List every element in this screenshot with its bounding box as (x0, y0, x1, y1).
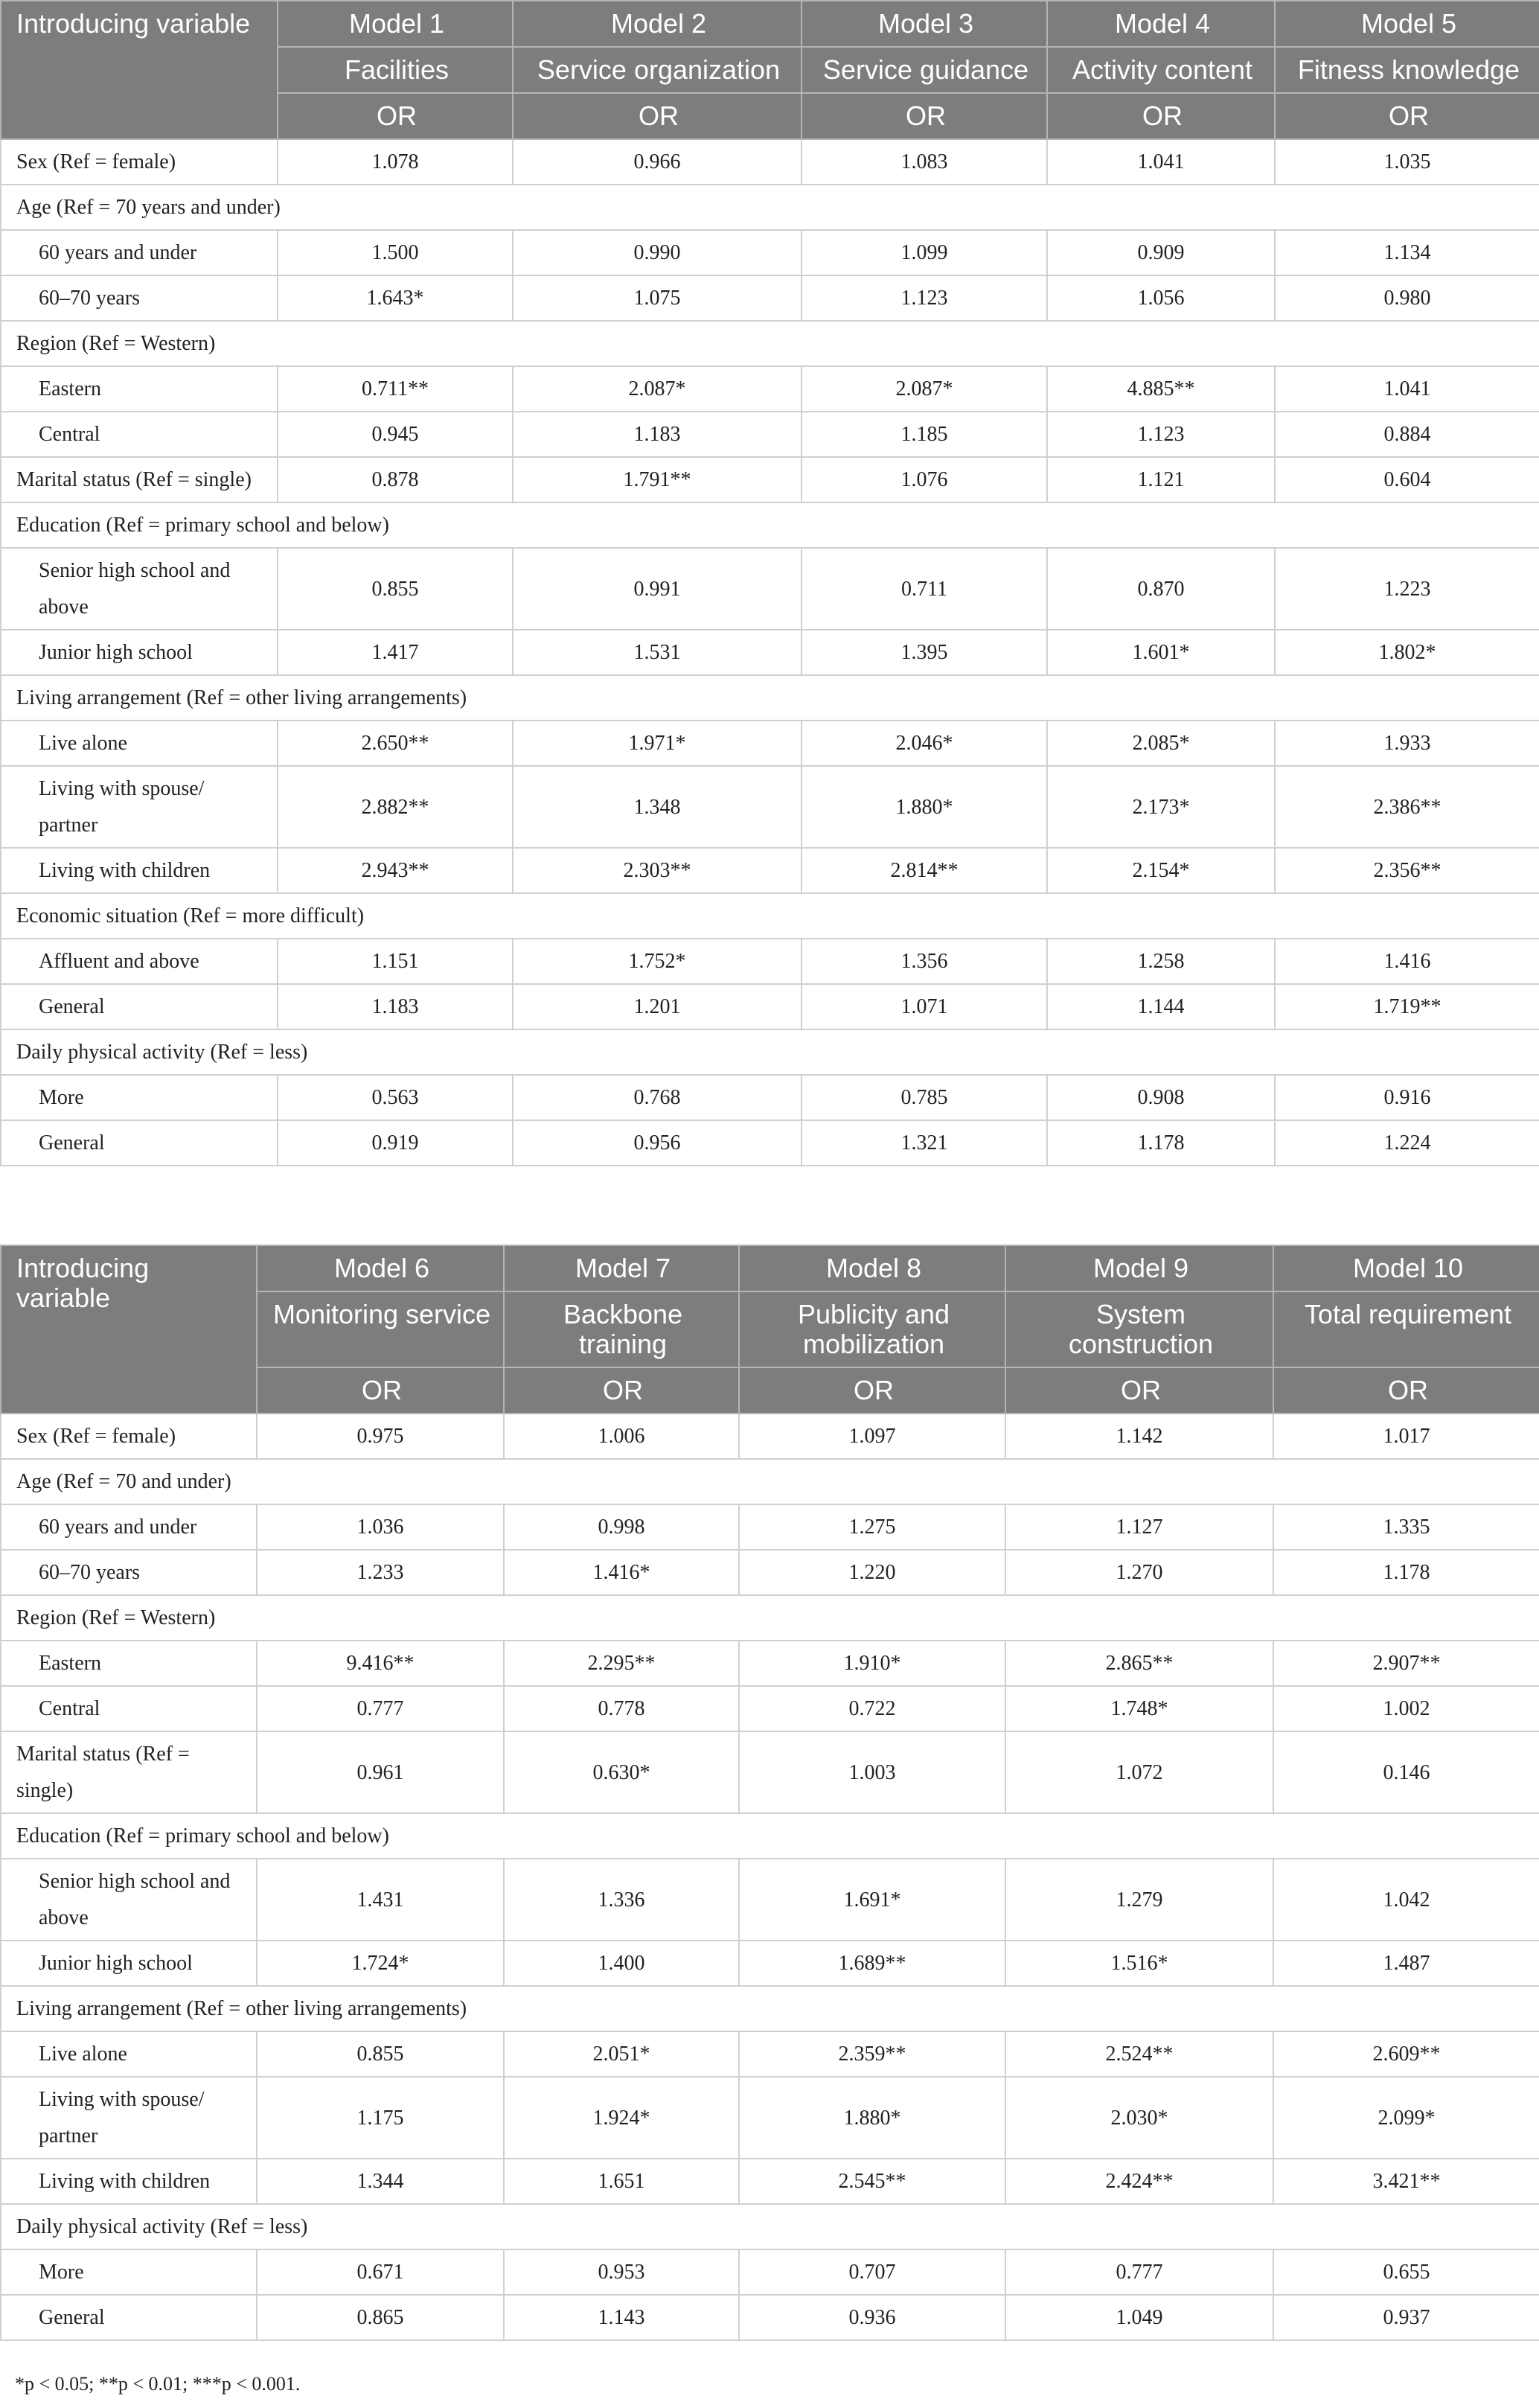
variable-label: More (1, 2249, 257, 2295)
or-value: 1.201 (513, 984, 802, 1029)
group-row (1, 1986, 1539, 2031)
model-7-subject: Backbone training (504, 1291, 739, 1367)
or-header: OR (1275, 93, 1539, 139)
or-header: OR (513, 93, 802, 139)
or-value: 1.348 (513, 766, 802, 848)
or-value: 0.956 (513, 1120, 802, 1166)
or-value: 2.173* (1047, 766, 1275, 848)
model-header-row (1, 1245, 1539, 1291)
variable-label: Senior high school and above (1, 548, 278, 630)
or-value: 1.035 (1275, 139, 1539, 185)
or-value: 1.791** (513, 457, 802, 502)
or-value: 2.295** (504, 1641, 739, 1686)
or-value: 1.416 (1275, 939, 1539, 984)
table-row (1, 1504, 1539, 1550)
or-value: 0.908 (1047, 1075, 1275, 1120)
or-value: 1.924* (504, 2077, 739, 2159)
or-header: OR (504, 1367, 739, 1414)
or-value: 0.884 (1275, 412, 1539, 457)
or-value: 1.175 (257, 2077, 504, 2159)
table-row (1, 939, 1539, 984)
or-value: 1.183 (278, 984, 513, 1029)
or-value: 2.814** (802, 848, 1047, 893)
or-value: 1.500 (278, 230, 513, 275)
or-value: 1.178 (1273, 1550, 1539, 1595)
or-value: 0.707 (739, 2249, 1005, 2295)
or-value: 1.724* (257, 1941, 504, 1986)
introducing-variable-header: Introducing variable (1, 1, 278, 139)
table-row (1, 2077, 1539, 2159)
or-value: 1.651 (504, 2159, 739, 2204)
variable-label: Living with spouse/ partner (1, 766, 278, 848)
or-value: 1.097 (739, 1414, 1005, 1459)
or-value: 2.865** (1005, 1641, 1273, 1686)
or-value: 0.936 (739, 2295, 1005, 2340)
or-value: 2.524** (1005, 2031, 1273, 2077)
table-row (1, 2295, 1539, 2340)
or-value: 9.416** (257, 1641, 504, 1686)
or-value: 1.344 (257, 2159, 504, 2204)
or-value: 0.855 (257, 2031, 504, 2077)
or-value: 1.224 (1275, 1120, 1539, 1166)
group-row (1, 1459, 1539, 1504)
variable-label: Living with spouse/ partner (1, 2077, 257, 2159)
or-value: 0.778 (504, 1686, 739, 1731)
or-value: 1.431 (257, 1859, 504, 1941)
or-value: 1.719** (1275, 984, 1539, 1029)
table-row (1, 139, 1539, 185)
table-row (1, 230, 1539, 275)
variable-label: Junior high school (1, 1941, 257, 1986)
or-value: 1.078 (278, 139, 513, 185)
or-value: 1.643* (278, 275, 513, 321)
or-value: 2.087* (513, 366, 802, 412)
or-value: 1.017 (1273, 1414, 1539, 1459)
or-value: 1.049 (1005, 2295, 1273, 2340)
variable-label: Live alone (1, 2031, 257, 2077)
table-row (1, 2031, 1539, 2077)
or-value: 2.943** (278, 848, 513, 893)
or-value: 1.689** (739, 1941, 1005, 1986)
group-label: Daily physical activity (Ref = less) (1, 2204, 1539, 2249)
model-10-subject: Total requirement (1273, 1291, 1539, 1367)
or-value: 0.937 (1273, 2295, 1539, 2340)
or-value: 1.002 (1273, 1686, 1539, 1731)
or-header: OR (739, 1367, 1005, 1414)
table-row (1, 548, 1539, 630)
table-row (1, 1075, 1539, 1120)
variable-label: Central (1, 412, 278, 457)
model-10-header: Model 10 (1273, 1245, 1539, 1291)
or-value: 1.880* (802, 766, 1047, 848)
or-value: 1.279 (1005, 1859, 1273, 1941)
or-value: 0.671 (257, 2249, 504, 2295)
or-value: 1.056 (1047, 275, 1275, 321)
group-label: Daily physical activity (Ref = less) (1, 1029, 1539, 1075)
or-value: 2.356** (1275, 848, 1539, 893)
table-row (1, 412, 1539, 457)
group-label: Education (Ref = primary school and below) (1, 1813, 1539, 1859)
or-header: OR (1047, 93, 1275, 139)
group-label: Economic situation (Ref = more difficult) (1, 893, 1539, 939)
or-value: 2.882** (278, 766, 513, 848)
or-value: 2.424** (1005, 2159, 1273, 2204)
or-value: 1.071 (802, 984, 1047, 1029)
or-value: 1.151 (278, 939, 513, 984)
or-value: 0.870 (1047, 548, 1275, 630)
model-2-subject: Service organization (513, 47, 802, 93)
or-header: OR (257, 1367, 504, 1414)
group-row (1, 1029, 1539, 1075)
or-value: 0.722 (739, 1686, 1005, 1731)
model-2-header: Model 2 (513, 1, 802, 47)
or-value: 0.961 (257, 1731, 504, 1813)
or-value: 1.910* (739, 1641, 1005, 1686)
or-value: 1.233 (257, 1550, 504, 1595)
or-value: 1.275 (739, 1504, 1005, 1550)
regression-table-models-1-5 (0, 0, 1539, 1166)
variable-label: Affluent and above (1, 939, 278, 984)
table-row (1, 984, 1539, 1029)
or-value: 1.143 (504, 2295, 739, 2340)
variable-label: 60 years and under (1, 230, 278, 275)
variable-label: General (1, 1120, 278, 1166)
table-row (1, 1550, 1539, 1595)
table-row (1, 457, 1539, 502)
table-row (1, 1120, 1539, 1166)
table-body (1, 1414, 1539, 2340)
or-value: 1.185 (802, 412, 1047, 457)
introducing-variable-header: Introducing variable (1, 1245, 257, 1414)
group-row (1, 1813, 1539, 1859)
or-value: 1.336 (504, 1859, 739, 1941)
table-row (1, 1686, 1539, 1731)
or-value: 1.321 (802, 1120, 1047, 1166)
variable-label: 60 years and under (1, 1504, 257, 1550)
variable-label: 60–70 years (1, 1550, 257, 1595)
or-value: 1.270 (1005, 1550, 1273, 1595)
or-value: 2.545** (739, 2159, 1005, 2204)
or-value: 1.127 (1005, 1504, 1273, 1550)
group-row (1, 2204, 1539, 2249)
variable-label: General (1, 2295, 257, 2340)
or-value: 1.072 (1005, 1731, 1273, 1813)
model-7-header: Model 7 (504, 1245, 739, 1291)
variable-label: Sex (Ref = female) (1, 139, 278, 185)
or-value: 0.878 (278, 457, 513, 502)
model-4-header: Model 4 (1047, 1, 1275, 47)
or-value: 0.655 (1273, 2249, 1539, 2295)
or-value: 1.123 (1047, 412, 1275, 457)
group-label: Region (Ref = Western) (1, 1595, 1539, 1641)
or-value: 1.042 (1273, 1859, 1539, 1941)
variable-label: Marital status (Ref = single) (1, 457, 278, 502)
model-8-header: Model 8 (739, 1245, 1005, 1291)
or-value: 1.258 (1047, 939, 1275, 984)
or-header: OR (1005, 1367, 1273, 1414)
variable-label: Live alone (1, 721, 278, 766)
or-value: 0.916 (1275, 1075, 1539, 1120)
or-value: 1.752* (513, 939, 802, 984)
model-1-header: Model 1 (278, 1, 513, 47)
variable-label: 60–70 years (1, 275, 278, 321)
or-value: 1.395 (802, 630, 1047, 675)
model-3-subject: Service guidance (802, 47, 1047, 93)
or-value: 4.885** (1047, 366, 1275, 412)
or-value: 2.359** (739, 2031, 1005, 2077)
table-row (1, 1859, 1539, 1941)
or-value: 0.785 (802, 1075, 1047, 1120)
group-label: Living arrangement (Ref = other living arrangements) (1, 1986, 1539, 2031)
group-row (1, 675, 1539, 721)
or-value: 1.223 (1275, 548, 1539, 630)
model-6-subject: Monitoring service (257, 1291, 504, 1367)
or-value: 0.953 (504, 2249, 739, 2295)
table-row (1, 766, 1539, 848)
group-row (1, 185, 1539, 230)
or-value: 0.777 (1005, 2249, 1273, 2295)
or-value: 1.416* (504, 1550, 739, 1595)
or-value: 0.604 (1275, 457, 1539, 502)
or-value: 1.400 (504, 1941, 739, 1986)
or-value: 0.563 (278, 1075, 513, 1120)
or-value: 1.041 (1275, 366, 1539, 412)
variable-label: Central (1, 1686, 257, 1731)
or-value: 1.802* (1275, 630, 1539, 675)
group-row (1, 1595, 1539, 1641)
or-value: 1.099 (802, 230, 1047, 275)
or-value: 1.880* (739, 2077, 1005, 2159)
table-body (1, 139, 1539, 1166)
group-label: Living arrangement (Ref = other living arrangements) (1, 675, 1539, 721)
or-value: 0.865 (257, 2295, 504, 2340)
or-value: 1.183 (513, 412, 802, 457)
or-value: 0.777 (257, 1686, 504, 1731)
variable-label: General (1, 984, 278, 1029)
significance-footnote: *p < 0.05; **p < 0.01; ***p < 0.001. (15, 2373, 301, 2395)
or-value: 0.919 (278, 1120, 513, 1166)
table-row (1, 2159, 1539, 2204)
or-value: 0.146 (1273, 1731, 1539, 1813)
model-5-header: Model 5 (1275, 1, 1539, 47)
or-value: 0.991 (513, 548, 802, 630)
or-value: 2.154* (1047, 848, 1275, 893)
or-value: 0.855 (278, 548, 513, 630)
or-value: 2.085* (1047, 721, 1275, 766)
group-label: Education (Ref = primary school and below) (1, 502, 1539, 548)
table-row (1, 630, 1539, 675)
or-value: 2.303** (513, 848, 802, 893)
model-3-header: Model 3 (802, 1, 1047, 47)
or-value: 1.041 (1047, 139, 1275, 185)
group-label: Region (Ref = Western) (1, 321, 1539, 366)
variable-label: Sex (Ref = female) (1, 1414, 257, 1459)
or-value: 2.386** (1275, 766, 1539, 848)
or-header: OR (278, 93, 513, 139)
group-label: Age (Ref = 70 and under) (1, 1459, 1539, 1504)
table-row (1, 1941, 1539, 1986)
table-row (1, 1731, 1539, 1813)
or-value: 1.144 (1047, 984, 1275, 1029)
or-value: 2.046* (802, 721, 1047, 766)
or-value: 2.051* (504, 2031, 739, 2077)
or-value: 1.691* (739, 1859, 1005, 1941)
or-value: 0.909 (1047, 230, 1275, 275)
group-row (1, 502, 1539, 548)
or-value: 1.178 (1047, 1120, 1275, 1166)
or-value: 1.748* (1005, 1686, 1273, 1731)
or-header: OR (1273, 1367, 1539, 1414)
variable-label: More (1, 1075, 278, 1120)
or-value: 2.907** (1273, 1641, 1539, 1686)
or-value: 2.650** (278, 721, 513, 766)
or-value: 0.711** (278, 366, 513, 412)
or-value: 1.123 (802, 275, 1047, 321)
group-row (1, 321, 1539, 366)
or-value: 2.609** (1273, 2031, 1539, 2077)
or-value: 1.121 (1047, 457, 1275, 502)
variable-label: Eastern (1, 366, 278, 412)
table-row (1, 2249, 1539, 2295)
or-value: 1.356 (802, 939, 1047, 984)
or-value: 1.531 (513, 630, 802, 675)
table-row (1, 721, 1539, 766)
or-value: 0.768 (513, 1075, 802, 1120)
model-header-row (1, 1, 1539, 47)
model-9-subject: System construction (1005, 1291, 1273, 1367)
or-value: 0.945 (278, 412, 513, 457)
or-value: 1.142 (1005, 1414, 1273, 1459)
or-value: 1.487 (1273, 1941, 1539, 1986)
or-header: OR (802, 93, 1047, 139)
or-value: 1.933 (1275, 721, 1539, 766)
or-value: 0.711 (802, 548, 1047, 630)
model-9-header: Model 9 (1005, 1245, 1273, 1291)
or-value: 0.975 (257, 1414, 504, 1459)
model-5-subject: Fitness knowledge (1275, 47, 1539, 93)
or-value: 1.134 (1275, 230, 1539, 275)
model-8-subject: Publicity and mobilization (739, 1291, 1005, 1367)
model-4-subject: Activity content (1047, 47, 1275, 93)
table-row (1, 848, 1539, 893)
or-value: 1.076 (802, 457, 1047, 502)
variable-label: Junior high school (1, 630, 278, 675)
variable-label: Living with children (1, 2159, 257, 2204)
or-value: 0.980 (1275, 275, 1539, 321)
table-row (1, 366, 1539, 412)
or-value: 3.421** (1273, 2159, 1539, 2204)
or-value: 1.006 (504, 1414, 739, 1459)
variable-label: Living with children (1, 848, 278, 893)
or-value: 0.990 (513, 230, 802, 275)
or-value: 1.036 (257, 1504, 504, 1550)
variable-label: Marital status (Ref = single) (1, 1731, 257, 1813)
table-row (1, 1641, 1539, 1686)
model-6-header: Model 6 (257, 1245, 504, 1291)
or-value: 2.030* (1005, 2077, 1273, 2159)
regression-table-models-6-10 (0, 1245, 1539, 2341)
group-row (1, 893, 1539, 939)
table-row (1, 1414, 1539, 1459)
or-value: 1.601* (1047, 630, 1275, 675)
or-value: 1.335 (1273, 1504, 1539, 1550)
model-1-subject: Facilities (278, 47, 513, 93)
or-value: 1.516* (1005, 1941, 1273, 1986)
or-value: 2.087* (802, 366, 1047, 412)
or-value: 1.003 (739, 1731, 1005, 1813)
or-value: 0.630* (504, 1731, 739, 1813)
group-label: Age (Ref = 70 years and under) (1, 185, 1539, 230)
or-value: 0.998 (504, 1504, 739, 1550)
variable-label: Eastern (1, 1641, 257, 1686)
or-value: 2.099* (1273, 2077, 1539, 2159)
or-value: 1.075 (513, 275, 802, 321)
or-value: 1.220 (739, 1550, 1005, 1595)
variable-label: Senior high school and above (1, 1859, 257, 1941)
or-value: 1.971* (513, 721, 802, 766)
or-value: 1.083 (802, 139, 1047, 185)
or-value: 1.417 (278, 630, 513, 675)
or-value: 0.966 (513, 139, 802, 185)
table-row (1, 275, 1539, 321)
